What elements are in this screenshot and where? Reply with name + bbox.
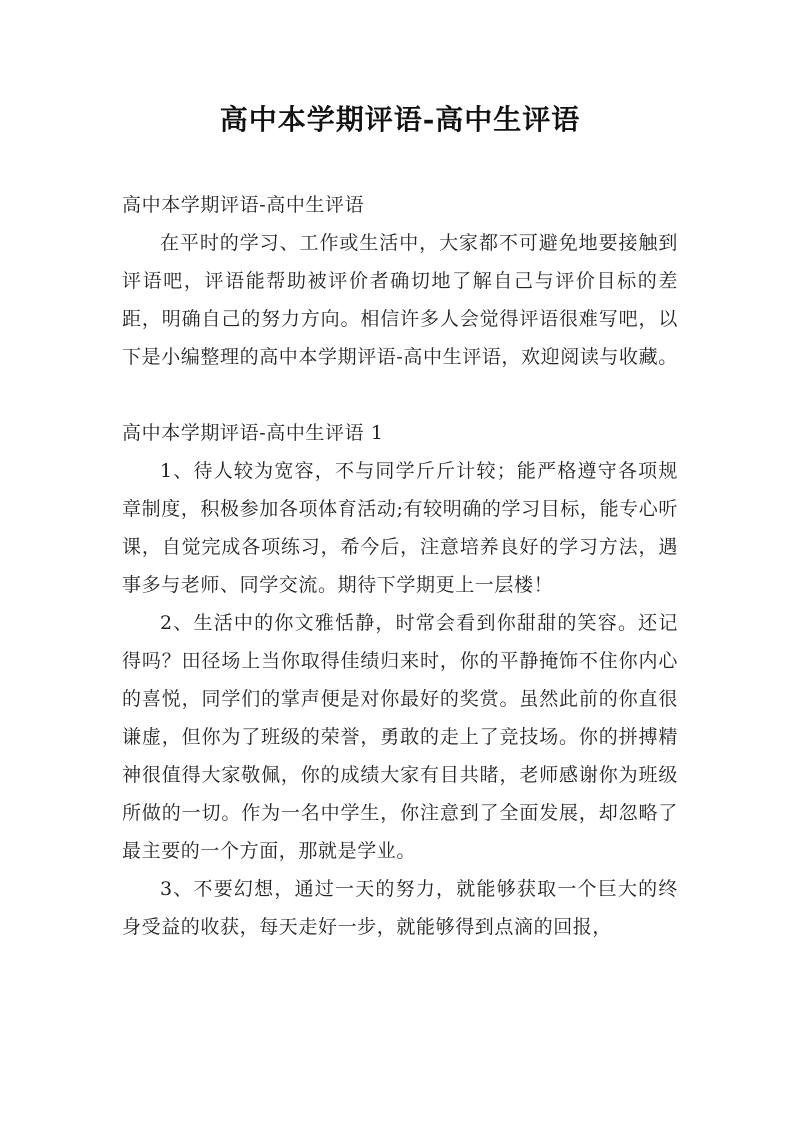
section-heading: 高中本学期评语-高中生评语 1 (122, 422, 384, 444)
intro-paragraph: 在平时的学习、工作或生活中，大家都不可避免地要接触到评语吧，评语能帮助被评价者确切地了解自己与评价目标的差距，明确自己的努力方向。相信许多人会觉得评语很难写吧，以下是小编整理的高中本学期评语-高中生评语，欢迎阅读与收藏。 (122, 232, 678, 368)
comment-item-1: 1、待人较为宽容，不与同学斤斤计较；能严格遵守各项规章制度，积极参加各项体育活动;有较明确的学习目标，能专心听课，自觉完成各项练习，希今后，注意培养良好的学习方法，遇事多与老师、同学交流。期待下学期更上一层楼！ (122, 460, 678, 596)
comment-item-3: 3、不要幻想，通过一天的努力，就能够获取一个巨大的终身受益的收获，每天走好一步，就能够得到点滴的回报， (122, 878, 678, 938)
paragraph-spacer (122, 376, 678, 414)
document-title: 高中本学期评语-高中生评语 (219, 103, 581, 136)
document-subtitle: 高中本学期评语-高中生评语 (122, 194, 365, 216)
comment-item-2: 2、生活中的你文雅恬静，时常会看到你甜甜的笑容。还记得吗？田径场上当你取得佳绩归来时，你的平静掩饰不住你内心的喜悦，同学们的掌声便是对你最好的奖赏。虽然此前的你直很谦虚，但你为了班级的荣誉，勇敢的走上了竞技场。你的拼搏精神很值得大家敬佩，你的成绩大家有目共睹，老师感谢你为班级所做的一切。作为一名中学生，你注意到了全面发展，却忽略了最主要的一个方面，那就是学业。 (122, 612, 678, 862)
document-body (122, 186, 678, 946)
